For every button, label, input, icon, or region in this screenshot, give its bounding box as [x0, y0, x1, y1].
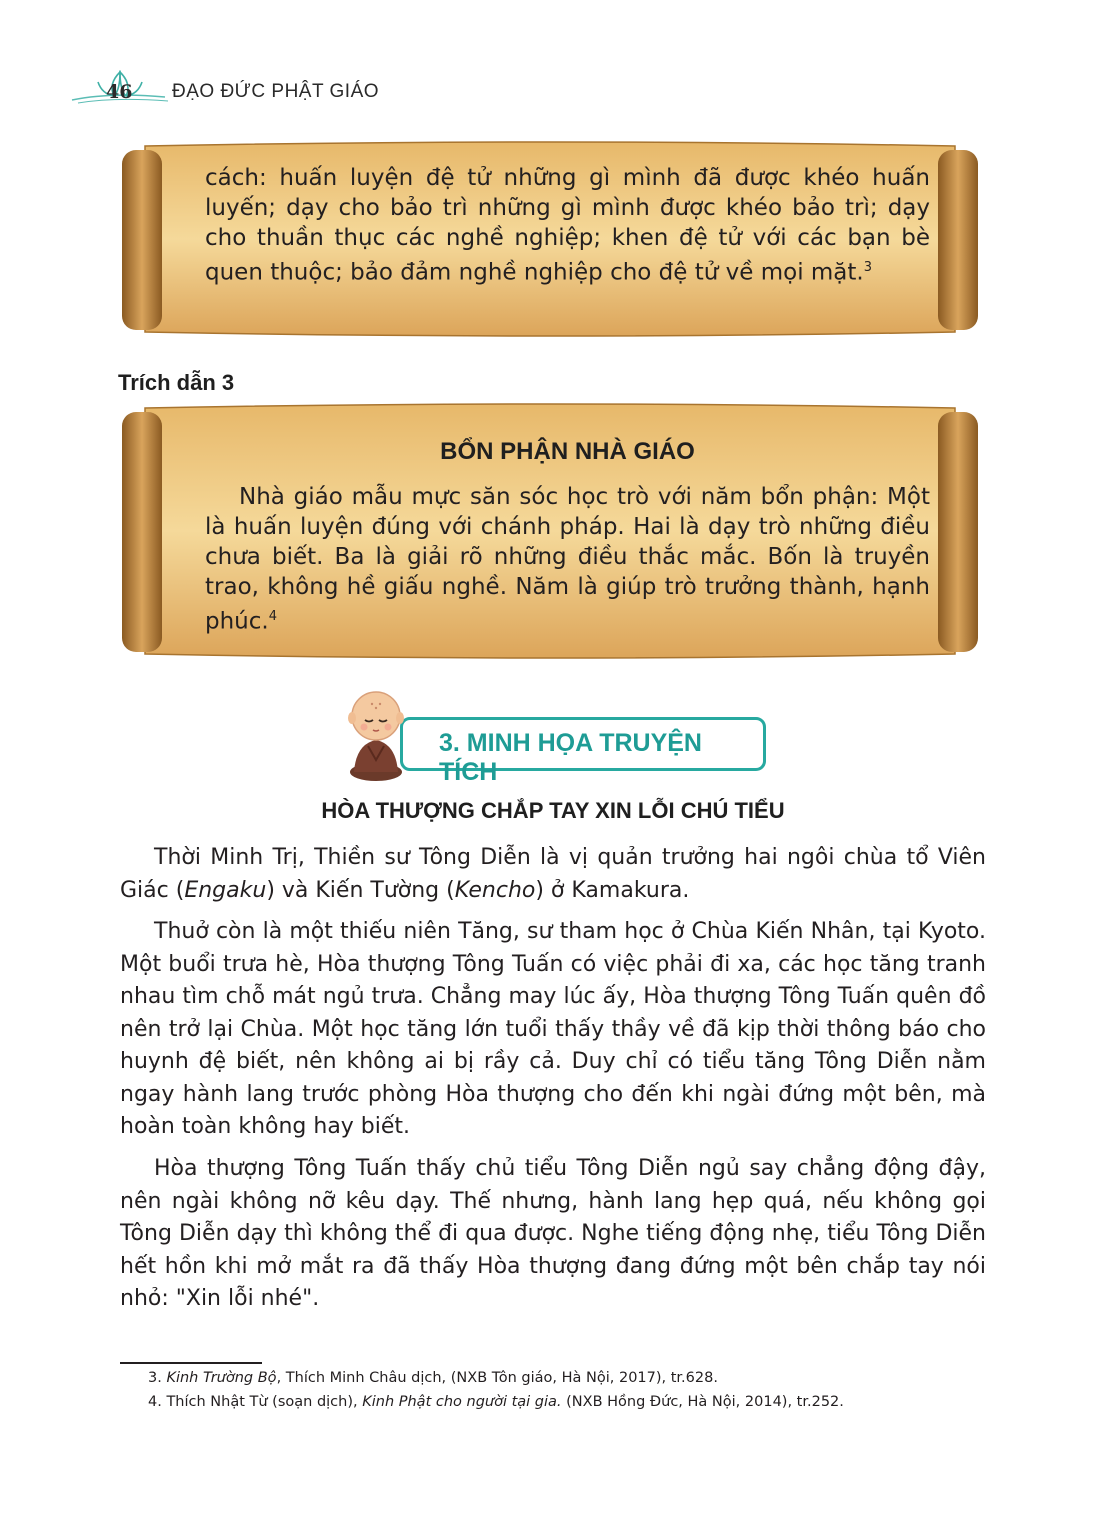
footnote-3-number: 3.	[148, 1370, 162, 1386]
footnote-ref-4: 4	[268, 609, 277, 624]
page-header	[70, 70, 470, 110]
paragraph-1-text-e: ) ở Kamakura.	[535, 877, 690, 903]
footnote-divider	[120, 1362, 262, 1364]
story-paragraph-1	[120, 842, 986, 907]
quote-3-title: BỔN PHẬN NHÀ GIÁO	[440, 438, 695, 465]
footnote-ref-3: 3	[863, 260, 873, 275]
story-paragraph-2: Thuở còn là một thiếu niên Tăng, sư tham học ở Chùa Kiến Nhân, tại Kyoto. Một buổi trưa hè, Hòa thượng Tông Tuấn có việc phải đi xa, các học tăng tranh nhau tìm chỗ mát ngủ trưa. Chẳng may lúc ấy, Hòa thượng Tông Tuấn quên đồ nên trở lại Chùa. Một học tăng lớn tuổi thấy thầy về đã kịp thời thông báo cho huynh đệ biết, nên không ai bị rầy cả. Duy chỉ có tiểu tăng Tông Diễn nằm ngay hành lang trước phòng Hòa thượng cho đến khi ngài đứng một bên, mà hoàn toàn không hay biết.	[120, 919, 986, 1139]
monk-illustration	[338, 684, 418, 784]
footnote-4	[118, 1392, 986, 1412]
footnote-4-text-b: (NXB Hồng Đức, Hà Nội, 2014), tr.252.	[561, 1394, 844, 1410]
quote-3-text	[205, 482, 930, 637]
running-title: ĐẠO ĐỨC PHẬT GIÁO	[172, 81, 380, 102]
quote-3-body: Nhà giáo mẫu mực săn sóc học trò với năm bổn phận: Một là huấn luyện đúng với chánh pháp. Hai là dạy trò những điều chưa biết. Ba là giải rõ những điều thắc mắc. Bốn là truyền trao, không hề giấu nghề. Năm là giúp trò trưởng thành, hạnh phúc.	[205, 484, 930, 635]
paragraph-1-italic-kencho: Kencho	[454, 877, 536, 903]
footnote-3	[118, 1368, 986, 1388]
footnote-3-rest: , Thích Minh Châu dịch, (NXB Tôn giáo, Hà Nội, 2017), tr.628.	[276, 1370, 718, 1386]
story-paragraph-3: Hòa thượng Tông Tuấn thấy chủ tiểu Tông Diễn ngủ say chẳng động đậy, nên ngài không nỡ kêu dạy. Thế nhưng, hành lang hẹp quá, nếu không gọi Tông Diễn dạy thì không thể đi qua được. Nghe tiếng động nhẹ, tiểu Tông Diễn hết hồn khi mở mắt ra đã thấy Hòa thượng đang đứng một bên chắp tay nói nhỏ: "Xin lỗi nhé".	[120, 1156, 986, 1311]
footnote-3-title: Kinh Trường Bộ	[166, 1370, 277, 1386]
section-title: 3. MINH HỌA TRUYỆN TÍCH	[439, 729, 702, 786]
paragraph-1-text-c: ) và Kiến Tường (	[266, 877, 455, 903]
paragraph-1-italic-engaku: Engaku	[184, 877, 267, 903]
footnote-4-text-a: Thích Nhật Từ (soạn dịch),	[166, 1394, 363, 1410]
footnote-4-title: Kinh Phật cho người tại gia.	[362, 1394, 562, 1410]
quote-3-label: Trích dẫn 3	[118, 370, 235, 395]
quote-1-text	[205, 163, 930, 288]
quote-scroll-1	[120, 140, 980, 338]
quote-scroll-2	[120, 402, 980, 660]
paragraph-1-text-a: Thời Minh Trị, Thiền sư Tông Diễn là vị quản trưởng hai ngôi chùa tổ Viên Giác (	[120, 845, 986, 903]
quote-1-body: cách: huấn luyện đệ tử những gì mình đã được khéo huấn luyến; dạy cho bảo trì những gì mình được khéo bảo trì; dạy cho thuần thục các nghề nghiệp; khen đệ tử với các bạn bè quen thuộc; bảo đảm nghề nghiệp cho đệ tử về mọi mặt.	[205, 165, 930, 286]
section-title-box	[400, 717, 766, 786]
footnote-4-number: 4.	[148, 1394, 162, 1410]
section-banner	[338, 684, 768, 784]
story-title: HÒA THƯỢNG CHẮP TAY XIN LỖI CHÚ TIỂU	[321, 798, 785, 823]
page-number: 46	[106, 81, 133, 103]
